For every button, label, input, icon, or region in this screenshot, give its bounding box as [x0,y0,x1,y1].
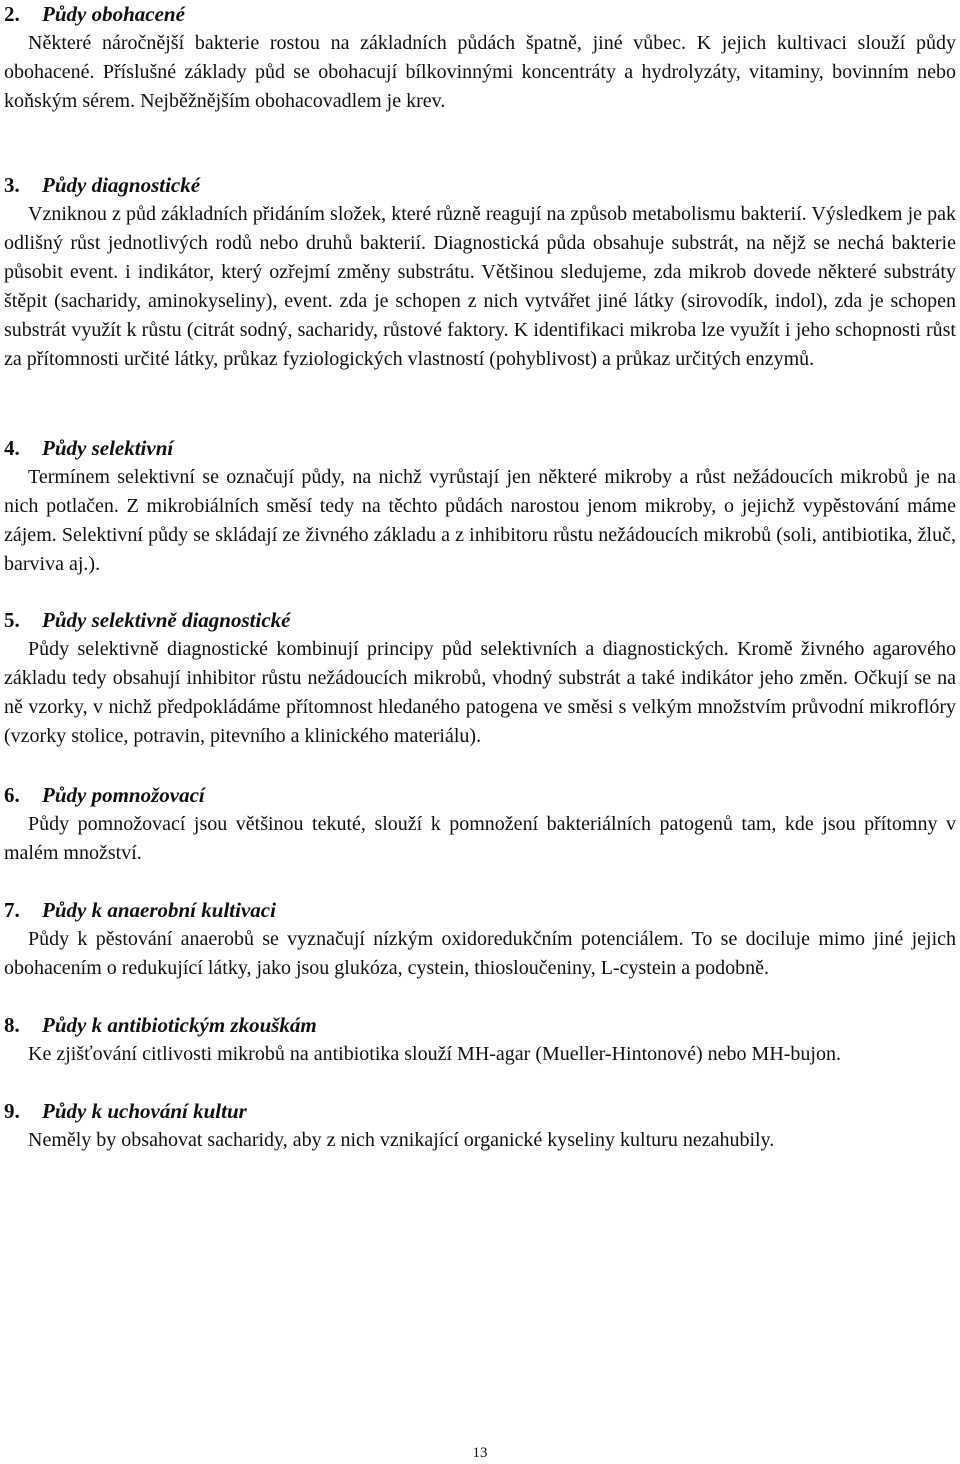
section-title: Půdy obohacené [42,2,185,26]
section-heading [4,896,956,925]
section-heading [4,781,956,810]
section-number: 5. [4,608,20,632]
section-4 [4,434,956,579]
section-number: 7. [4,898,20,922]
section-title: Půdy k uchování kultur [42,1099,247,1123]
section-heading [4,434,956,463]
section-paragraph: Půdy k pěstování anaerobů se vyznačují nízkým oxidoredukčním potenciálem. To se dociluje mimo jiné jejich obohacením o redukující látky, jako jsou glukóza, cystein, thiosloučeniny, L-cystein a podobně. [4,928,956,979]
section-number: 9. [4,1099,20,1123]
section-8 [4,1011,956,1069]
section-paragraph: Půdy selektivně diagnostické kombinují principy půd selektivních a diagnostických. Kromě živného agarového základu tedy obsahují inhibitor růstu nežádoucích mikrobů, vhodný substrát a také indikátor jeho změn. Očkují se na ně vzorky, v nichž předpokládáme přítomnost hledaného patogena ve směsi s velkým množstvím průvodní mikroflóry (vzorky stolice, potravin, pitevního a klinického materiálu). [4,638,956,747]
document-content [4,0,956,1155]
section-number: 3. [4,173,20,197]
section-7 [4,896,956,983]
section-paragraph: Některé náročnější bakterie rostou na základních půdách špatně, jiné vůbec. K jejich kultivaci slouží půdy obohacené. Příslušné základy půd se obohacují bílkovinnými koncentráty a hydrolyzáty, vitaminy, bovinním nebo koňským sérem. Nejběžnějším obohacovadlem je krev. [4,32,956,112]
section-heading [4,1011,956,1040]
section-heading [4,1097,956,1126]
section-paragraph: Ke zjišťování citlivosti mikrobů na antibiotika slouží MH-agar (Mueller-Hintonové) nebo MH-bujon. [28,1043,841,1065]
section-paragraph: Vzniknou z půd základních přidáním složek, které různě reagují na způsob metabolismu bakterií. Výsledkem je pak odlišný růst jednotlivých rodů nebo druhů bakterií. Diagnostická půda obsahuje substrát, na nějž se nechá bakterie působit event. i indikátor, který ozřejmí změny substrátu. Většinou sledujeme, zda mikrob dovede některé substráty štěpit (sacharidy, aminokyseliny), event. zda je schopen z nich vytvářet jiné látky (sirovodík, indol), zda je schopen substrát využít k růstu (citrát sodný, sacharidy, růstové faktory. K identifikaci mikroba lze využít i jeho schopnosti růst za přítomnosti určité látky, průkaz fyziologických vlastností (pohyblivost) a průkaz určitých enzymů. [4,203,956,370]
section-2 [4,0,956,116]
section-paragraph: Půdy pomnožovací jsou většinou tekuté, slouží k pomnožení bakteriálních patogenů tam, kde jsou přítomny v malém množství. [4,813,956,864]
section-paragraph: Termínem selektivní se označují půdy, na nichž vyrůstají jen některé mikroby a růst nežádoucích mikrobů je na nich potlačen. Z mikrobiálních směsí tedy na těchto půdách narostou jenom mikroby, o jejichž vypěstování máme zájem. Selektivní půdy se skládají ze živného základu a z inhibitoru růstu nežádoucích mikrobů (soli, antibiotika, žluč, barviva aj.). [4,466,956,575]
section-paragraph: Neměly by obsahovat sacharidy, aby z nich vznikající organické kyseliny kulturu nezahubily. [28,1129,775,1151]
section-title: Půdy pomnožovací [42,783,205,807]
section-6 [4,781,956,868]
section-heading [4,606,956,635]
section-5 [4,606,956,751]
section-title: Půdy selektivně diagnostické [42,608,291,632]
section-number: 6. [4,783,20,807]
section-title: Půdy selektivní [42,436,174,460]
section-heading [4,171,956,200]
section-title: Půdy k anaerobní kultivaci [42,898,276,922]
page-number: 13 [472,1445,488,1461]
section-number: 8. [4,1013,20,1037]
section-heading [4,0,956,29]
section-9 [4,1097,956,1155]
section-3 [4,171,956,374]
section-number: 4. [4,436,20,460]
section-title: Půdy diagnostické [42,173,201,197]
section-number: 2. [4,2,20,26]
section-title: Půdy k antibiotickým zkouškám [42,1013,317,1037]
